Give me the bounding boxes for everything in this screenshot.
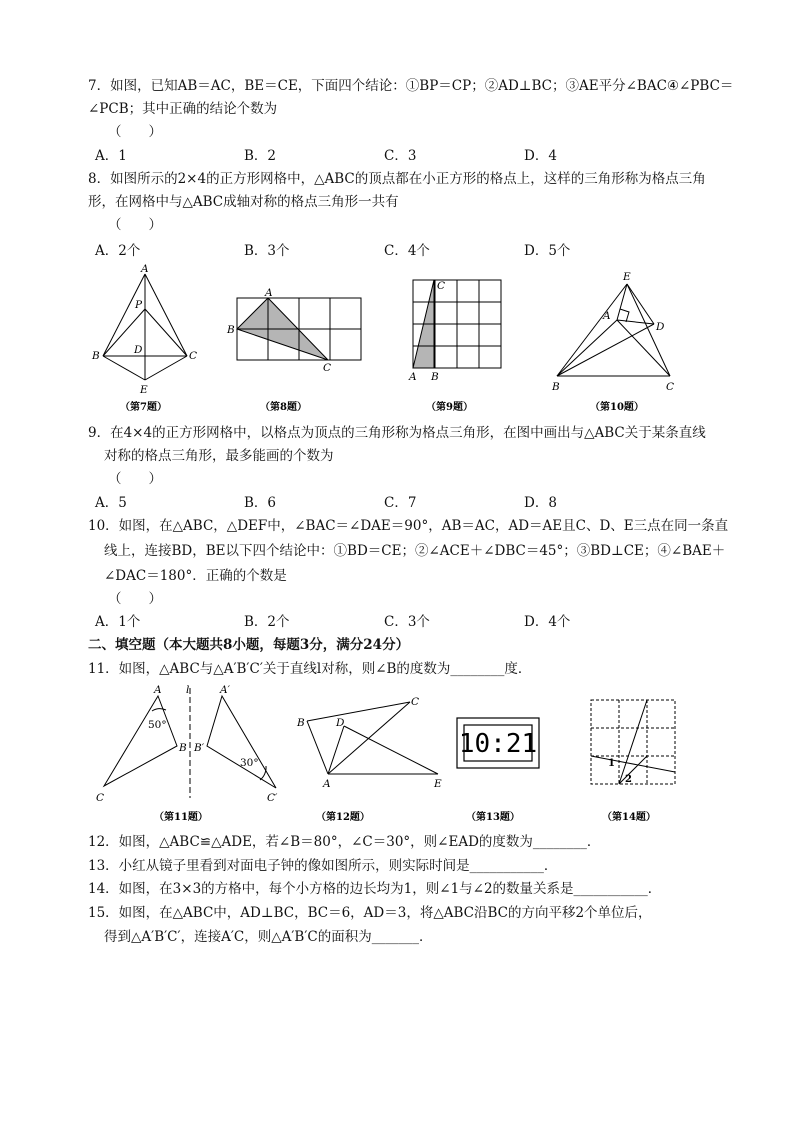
q7-option-b: B．2	[244, 148, 277, 164]
figure-7	[103, 274, 187, 380]
fig10-label-a: A	[603, 310, 611, 322]
fig12-label-e: E	[434, 778, 442, 790]
fig11-caption: （第11题）	[154, 812, 208, 823]
q8-option-a: A．2个	[95, 243, 141, 259]
fig10-label-e: E	[623, 271, 631, 283]
q10-option-d: D．4个	[524, 614, 571, 630]
q10-answer-paren: （ ）	[108, 591, 162, 607]
q15-text-line2: 得到△A′B′C′，连接A′C，则△A′B′C的面积为_______．	[104, 929, 433, 945]
q10-option-c: C．3个	[384, 614, 430, 630]
fig11-label-a-prime: A′	[220, 684, 230, 696]
q9-answer-paren: （ ）	[108, 471, 162, 487]
q8-text-line2: 形，在网格中与△ABC成轴对称的格点三角形一共有	[88, 194, 399, 210]
q7-option-c: C．3	[384, 148, 417, 164]
q7-option-a: A．1	[95, 148, 127, 164]
fig7-label-c: C	[189, 350, 198, 362]
fig10-label-b: B	[552, 381, 560, 393]
figure-12	[307, 702, 438, 774]
fig7-label-b: B	[92, 350, 100, 362]
figure-11	[104, 688, 276, 798]
fig7-caption: （第7题）	[120, 402, 167, 413]
fig10-caption: （第10题）	[590, 402, 644, 413]
fig8-label-a: A	[265, 287, 273, 299]
fig13-caption: （第13题）	[466, 812, 520, 823]
q9-option-c: C．7	[384, 495, 417, 511]
fig12-label-d: D	[336, 717, 345, 729]
fig12-label-c: C	[411, 696, 420, 708]
fig7-label-p: P	[135, 299, 143, 311]
figure-row-1	[80, 262, 720, 418]
fig9-label-a: A	[409, 371, 417, 383]
fig14-angle-2: 2	[625, 774, 632, 785]
fig11-label-b: B	[179, 742, 187, 754]
q9-option-d: D．8	[524, 495, 557, 511]
fig14-caption: （第14题）	[602, 812, 656, 823]
q8-text-line1: 8．如图所示的2×4的正方形网格中，△ABC的顶点都在小正方形的格点上，这样的三角形称为格点三角	[88, 171, 706, 187]
fig11-label-b-prime: B′	[194, 742, 205, 754]
q10-option-a: A．1个	[95, 614, 141, 630]
fig12-caption: （第12题）	[316, 812, 370, 823]
q7-text-line2: ∠PCB；其中正确的结论个数为	[88, 101, 278, 117]
fig8-label-c: C	[323, 362, 332, 374]
q9-text-line1: 9．在4×4的正方形网格中，以格点为顶点的三角形称为格点三角形，在图中画出与△ABC关于某条直线	[88, 425, 706, 441]
q12-text: 12．如图，△ABC≌△ADE，若∠B＝80°，∠C＝30°，则∠EAD的度数为________．	[88, 834, 601, 850]
figure-14	[591, 700, 675, 784]
q10-text-line1: 10．如图，在△ABC，△DEF中，∠BAC＝∠DAE＝90°，AB＝AC，AD＝AE且C、D、E三点在同一条直	[88, 518, 729, 534]
q7-text-line1: 7．如图，已知AB＝AC，BE＝CE，下面四个结论：①BP＝CP；②AD⊥BC；③AE平分∠BAC④∠PBC＝	[88, 78, 734, 94]
q10-option-b: B．2个	[244, 614, 290, 630]
fig11-label-a: A	[154, 684, 162, 696]
q9-option-a: A．5	[95, 495, 127, 511]
figure-8	[237, 298, 361, 360]
fig7-label-e: E	[140, 384, 148, 396]
q14-text: 14．如图，在3×3的方格中，每个小方格的边长均为1，则∠1与∠2的数量关系是___________．	[88, 881, 662, 897]
fig11-label-c-prime: C′	[267, 792, 278, 804]
q11-text: 11．如图，△ABC与△A′B′C′关于直线l对称，则∠B的度数为________度．	[88, 661, 532, 677]
q9-option-b: B．6	[244, 495, 277, 511]
fig9-label-c: C	[437, 280, 446, 292]
fig9-label-b: B	[431, 371, 439, 383]
fig12-label-a: A	[323, 778, 331, 790]
figure-9	[413, 280, 501, 368]
fig8-caption: （第8题）	[260, 402, 307, 413]
figure-10	[557, 284, 670, 376]
q7-option-d: D．4	[524, 148, 557, 164]
q8-option-c: C．4个	[384, 243, 430, 259]
q8-answer-paren: （ ）	[108, 217, 162, 233]
fig11-angle-30: 30°	[240, 757, 259, 769]
q10-text-line2: 线上，连接BD，BE以下四个结论中：①BD＝CE；②∠ACE＋∠DBC＝45°；③BD⊥CE；④∠BAE＋	[104, 543, 726, 559]
q9-text-line2: 对称的格点三角形，最多能画的个数为	[104, 448, 334, 464]
fig11-label-l: l	[186, 684, 190, 696]
fig13-clock-display: 10:21	[458, 729, 538, 759]
fig7-label-a: A	[141, 263, 149, 275]
q8-option-d: D．5个	[524, 243, 571, 259]
fig7-label-d: D	[134, 344, 143, 356]
fig10-label-c: C	[666, 381, 675, 393]
fig8-label-b: B	[227, 324, 235, 336]
figure-row-2	[80, 680, 720, 826]
q13-text: 13．小红从镜子里看到对面电子钟的像如图所示，则实际时间是___________．	[88, 858, 558, 874]
q7-answer-paren: （ ）	[108, 124, 162, 140]
q15-text-line1: 15．如图，在△ABC中，AD⊥BC，BC＝6，AD＝3，将△ABC沿BC的方向平移2个单位后，	[88, 905, 652, 921]
section-2-title: 二、填空题（本大题共8小题，每题3分，满分24分）	[88, 637, 410, 653]
fig9-caption: （第9题）	[426, 402, 473, 413]
fig11-label-c: C	[96, 792, 105, 804]
fig12-label-b: B	[297, 717, 305, 729]
q10-text-line3: ∠DAC＝180°．正确的个数是	[104, 568, 287, 584]
fig10-label-d: D	[656, 321, 665, 333]
fig14-angle-1: 1	[608, 758, 615, 769]
fig11-angle-50: 50°	[148, 719, 167, 731]
q8-option-b: B．3个	[244, 243, 290, 259]
